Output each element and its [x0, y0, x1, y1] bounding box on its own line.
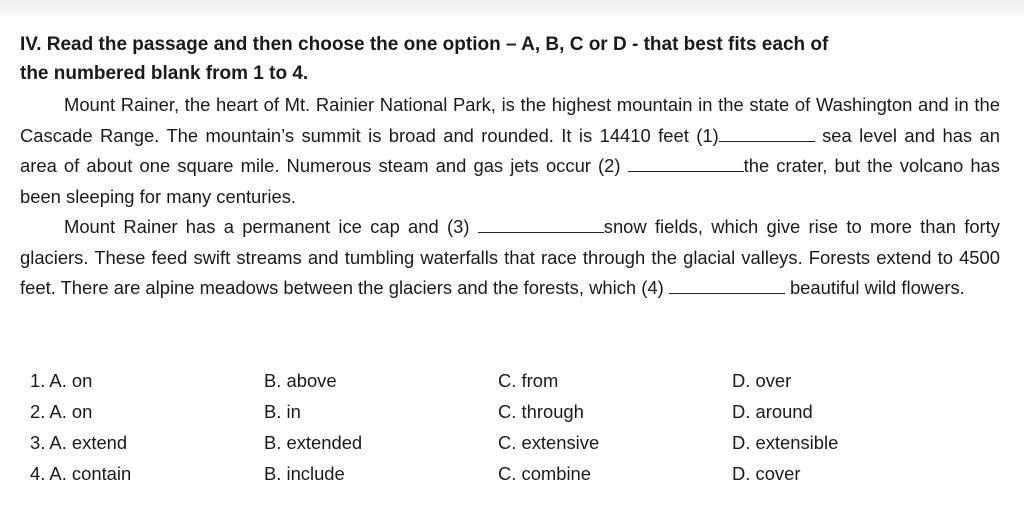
q1-option-b[interactable]: B. above — [264, 370, 337, 391]
q3-option-b[interactable]: B. extended — [264, 432, 363, 453]
q3-option-d[interactable]: D. extensible — [732, 432, 839, 453]
passage-paragraph-2 — [20, 212, 1000, 304]
top-edge-bar — [0, 0, 1024, 14]
q4-option-a[interactable]: 4. A. contain — [30, 463, 132, 484]
passage-text-1a: Mount Rainer, the heart of Mt. Rainier National Park, is the highest mountain in the state of Washington and in the Cascade Range. The mountain’s summit is broad and rounded. It is 14410 feet (1) — [20, 94, 1000, 146]
q3-option-c[interactable]: C. extensive — [498, 432, 600, 453]
instruction-heading — [20, 30, 1000, 88]
passage-text-2a: Mount Rainer has a permanent ice cap and (3) — [64, 216, 470, 237]
q4-option-b[interactable]: B. include — [264, 463, 345, 484]
passage-text-1c: the crater, but the volcano has been sleeping for many centuries. — [20, 155, 1000, 207]
blank-1[interactable] — [719, 125, 815, 142]
q3-option-a[interactable]: 3. A. extend — [30, 432, 128, 453]
q1-option-a[interactable]: 1. A. on — [30, 370, 93, 391]
q1-option-c[interactable]: C. from — [498, 370, 559, 391]
exercise-sheet — [20, 30, 1000, 304]
q2-option-c[interactable]: C. through — [498, 401, 584, 422]
blank-2[interactable] — [628, 155, 744, 172]
passage-text-1b: sea level and has an area of about one square mile. Numerous steam and gas jets occur (2) — [20, 124, 1000, 176]
q2-option-a[interactable]: 2. A. on — [30, 401, 93, 422]
answer-options-grid — [30, 365, 910, 489]
q4-option-d[interactable]: D. cover — [732, 463, 801, 484]
blank-3[interactable] — [478, 216, 604, 233]
passage-paragraph-1 — [20, 90, 1000, 212]
blank-4[interactable] — [669, 277, 785, 294]
instruction-line-1: IV. Read the passage and then choose the one option – A, B, C or D - that best fits each of — [20, 34, 829, 55]
q2-option-b[interactable]: B. in — [264, 401, 301, 422]
passage-text-2c: beautiful wild flowers. — [789, 277, 965, 298]
q1-option-d[interactable]: D. over — [732, 370, 792, 391]
instruction-line-2: the numbered blank from 1 to 4. — [20, 63, 309, 84]
q4-option-c[interactable]: C. combine — [498, 463, 592, 484]
passage-text-2b: snow fields, which give rise to more than forty glaciers. These feed swift streams and tumbling waterfalls that race through the glacial valleys. Forests extend to 4500 feet. There are alpine meadows between the glaciers and the forests, which (4) — [20, 216, 1000, 298]
q2-option-d[interactable]: D. around — [732, 401, 813, 422]
